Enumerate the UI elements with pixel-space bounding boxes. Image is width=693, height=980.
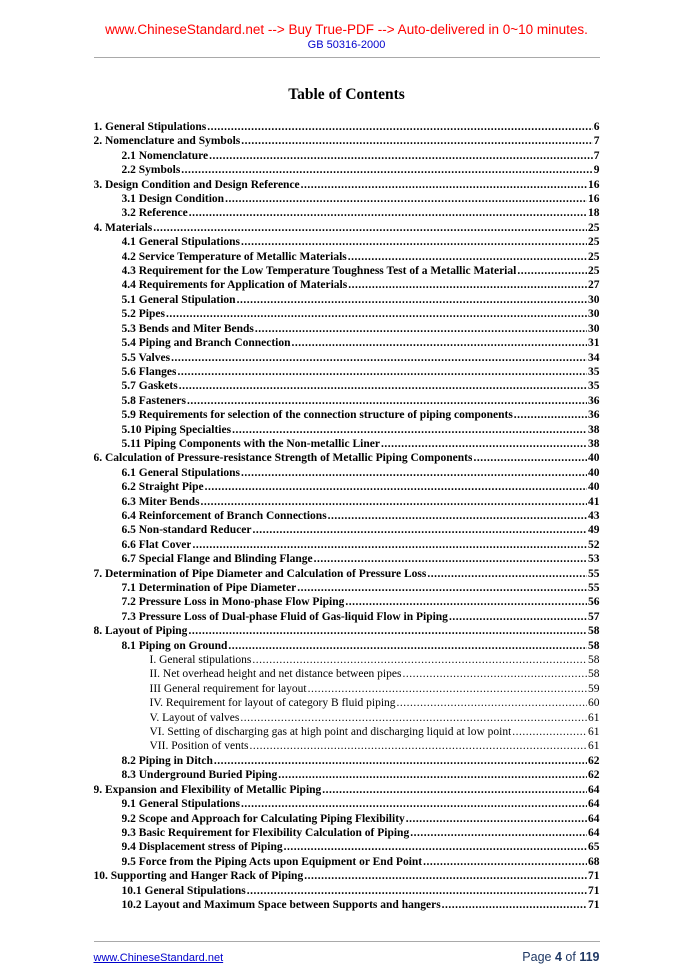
toc-page-number: 61 bbox=[588, 726, 600, 739]
toc-entry bbox=[94, 639, 600, 653]
toc-entry-title: 5.3 Bends and Miter Bends bbox=[121, 322, 254, 335]
toc-entry-title: 6.4 Reinforcement of Branch Connections bbox=[121, 509, 327, 522]
toc-page-number: 58 bbox=[588, 625, 600, 638]
toc-entry-title: 3.1 Design Condition bbox=[121, 193, 225, 206]
toc-entry bbox=[94, 739, 600, 753]
toc-entry bbox=[94, 538, 600, 552]
toc-dot-leader bbox=[348, 278, 587, 292]
toc-dot-leader bbox=[228, 639, 587, 653]
toc-dot-leader bbox=[514, 408, 587, 422]
toc-page-number: 56 bbox=[588, 596, 600, 609]
toc-page-number: 71 bbox=[588, 870, 600, 883]
toc-entry bbox=[94, 768, 600, 782]
toc-entry-title: 4.3 Requirement for the Low Temperature Toughness Test of a Metallic Material bbox=[121, 265, 517, 278]
toc-page-number: 65 bbox=[588, 841, 600, 854]
toc-entry bbox=[94, 423, 600, 437]
toc-entry bbox=[94, 120, 600, 134]
toc-page-number: 25 bbox=[588, 250, 600, 263]
toc-entry-title: 9.3 Basic Requirement for Flexibility Calculation of Piping bbox=[121, 826, 410, 839]
toc-page-number: 34 bbox=[588, 351, 600, 364]
toc-entry bbox=[94, 855, 600, 869]
toc-entry bbox=[94, 178, 600, 192]
toc-entry bbox=[94, 480, 600, 494]
toc-entry-title: 2. Nomenclature and Symbols bbox=[93, 135, 241, 148]
toc-entry bbox=[94, 235, 600, 249]
toc-dot-leader bbox=[192, 538, 587, 552]
toc-entry-title: 6.7 Special Flange and Blinding Flange bbox=[121, 553, 313, 566]
toc-page-number: 68 bbox=[588, 855, 600, 868]
toc-page-number: 16 bbox=[588, 178, 600, 191]
header-divider bbox=[94, 57, 600, 58]
toc-dot-leader bbox=[237, 293, 587, 307]
toc-entry-title: 9.5 Force from the Piping Acts upon Equipment or End Point bbox=[121, 855, 423, 868]
toc-entry-title: 6.3 Miter Bends bbox=[121, 495, 200, 508]
page-total: 119 bbox=[579, 950, 600, 964]
toc-entry-title: 10. Supporting and Hanger Rack of Piping bbox=[93, 870, 304, 883]
toc-entry bbox=[94, 437, 600, 451]
toc-entry-title: 4.4 Requirements for Application of Materials bbox=[121, 279, 348, 292]
toc-entry-title: 8. Layout of Piping bbox=[93, 625, 188, 638]
page-current: 4 bbox=[554, 950, 562, 964]
toc-entry-title: 3. Design Condition and Design Reference bbox=[93, 178, 300, 191]
toc-entry-title: 9.1 General Stipulations bbox=[121, 798, 241, 811]
toc-page-number: 53 bbox=[588, 553, 600, 566]
toc-entry-title: 5.10 Piping Specialties bbox=[121, 423, 232, 436]
toc-entry bbox=[94, 495, 600, 509]
toc-entry-title: 6.1 General Stipulations bbox=[121, 466, 241, 479]
toc-entry-title: 5.4 Piping and Branch Connection bbox=[121, 337, 291, 350]
toc-entry bbox=[94, 264, 600, 278]
page-indicator bbox=[522, 950, 599, 964]
toc-page-number: 58 bbox=[588, 668, 600, 681]
toc-list bbox=[94, 120, 600, 912]
toc-page-number: 35 bbox=[588, 380, 600, 393]
toc-entry bbox=[94, 682, 600, 696]
toc-entry bbox=[94, 523, 600, 537]
toc-entry-title: 5.5 Valves bbox=[121, 351, 171, 364]
toc-page-number: 30 bbox=[588, 308, 600, 321]
toc-entry-title: 7.1 Determination of Pipe Diameter bbox=[121, 582, 297, 594]
toc-dot-leader bbox=[241, 797, 587, 811]
toc-page-number: 30 bbox=[588, 293, 600, 306]
toc-dot-leader bbox=[345, 595, 587, 609]
toc-dot-leader bbox=[297, 581, 587, 595]
toc-dot-leader bbox=[314, 552, 587, 566]
toc-dot-leader bbox=[292, 336, 587, 350]
toc-entry bbox=[94, 163, 600, 177]
toc-page-number: 40 bbox=[588, 481, 600, 494]
toc-dot-leader bbox=[179, 379, 587, 393]
toc-dot-leader bbox=[322, 783, 587, 797]
toc-entry-title: 2.1 Nomenclature bbox=[121, 149, 209, 162]
toc-entry-title: 5.7 Gaskets bbox=[121, 380, 178, 393]
toc-entry bbox=[94, 667, 600, 681]
page-content bbox=[94, 0, 600, 912]
toc-page-number: 25 bbox=[588, 221, 600, 234]
toc-entry bbox=[94, 394, 600, 408]
toc-page-number: 30 bbox=[588, 322, 600, 335]
toc-page-number: 41 bbox=[588, 495, 600, 508]
toc-entry-title: 6.6 Flat Cover bbox=[121, 538, 192, 551]
toc-page-number: 25 bbox=[588, 265, 600, 278]
toc-dot-leader bbox=[166, 307, 587, 321]
toc-page-number: 71 bbox=[588, 884, 600, 897]
toc-dot-leader bbox=[214, 754, 587, 768]
toc-page-number: 59 bbox=[588, 682, 600, 695]
toc-dot-leader bbox=[449, 610, 587, 624]
toc-page-number: 43 bbox=[588, 509, 600, 522]
toc-page-number: 71 bbox=[588, 898, 600, 911]
toc-entry bbox=[94, 898, 600, 912]
toc-dot-leader bbox=[241, 466, 587, 480]
toc-entry bbox=[94, 783, 600, 797]
toc-dot-leader bbox=[247, 884, 587, 898]
toc-page-number: 38 bbox=[588, 437, 600, 450]
toc-entry bbox=[94, 451, 600, 465]
of-word: of bbox=[565, 950, 576, 964]
toc-dot-leader bbox=[189, 206, 587, 220]
toc-page-number: 38 bbox=[588, 423, 600, 436]
page-title: Table of Contents bbox=[288, 86, 405, 103]
toc-dot-leader bbox=[205, 480, 587, 494]
toc-entry bbox=[94, 610, 600, 624]
toc-entry bbox=[94, 653, 600, 667]
toc-dot-leader bbox=[255, 322, 587, 336]
toc-page-number: 16 bbox=[588, 193, 600, 206]
toc-entry-title: 1. General Stipulations bbox=[93, 121, 207, 133]
toc-dot-leader bbox=[410, 826, 587, 840]
toc-entry bbox=[94, 812, 600, 826]
toc-page-number: 58 bbox=[588, 654, 600, 667]
toc-entry bbox=[94, 307, 600, 321]
toc-entry bbox=[94, 322, 600, 336]
toc-entry-title: IV. Requirement for layout of category B fluid piping bbox=[149, 697, 396, 710]
toc-page-number: 57 bbox=[588, 610, 600, 623]
toc-page-number: 6 bbox=[593, 121, 600, 133]
toc-entry bbox=[94, 581, 600, 595]
toc-page-number: 40 bbox=[588, 466, 600, 479]
toc-page-number: 55 bbox=[588, 582, 600, 594]
toc-entry bbox=[94, 365, 600, 379]
toc-dot-leader bbox=[187, 394, 587, 408]
toc-entry-title: 5.2 Pipes bbox=[121, 308, 165, 321]
toc-dot-leader bbox=[201, 495, 587, 509]
toc-entry bbox=[94, 826, 600, 840]
toc-page-number: 27 bbox=[588, 279, 600, 292]
toc-dot-leader bbox=[240, 711, 587, 725]
toc-page-number: 61 bbox=[588, 711, 600, 724]
toc-page-number: 64 bbox=[588, 783, 600, 796]
toc-page-number: 25 bbox=[588, 236, 600, 249]
toc-entry bbox=[94, 351, 600, 365]
toc-entry bbox=[94, 134, 600, 148]
toc-entry-title: 6. Calculation of Pressure-resistance Strength of Metallic Piping Components bbox=[93, 452, 473, 465]
toc-entry bbox=[94, 250, 600, 264]
toc-entry-title: II. Net overhead height and net distance between pipes bbox=[149, 668, 402, 681]
toc-dot-leader bbox=[241, 134, 593, 148]
toc-entry bbox=[94, 624, 600, 638]
toc-dot-leader bbox=[207, 120, 592, 134]
toc-dot-leader bbox=[252, 653, 587, 667]
toc-dot-leader bbox=[171, 351, 587, 365]
toc-dot-leader bbox=[517, 264, 587, 278]
toc-dot-leader bbox=[473, 451, 587, 465]
toc-page-number: 58 bbox=[588, 639, 600, 652]
toc-entry-title: 9.2 Scope and Approach for Calculating Piping Flexibility bbox=[121, 812, 405, 825]
toc-entry bbox=[94, 840, 600, 854]
toc-entry-title: 8.1 Piping on Ground bbox=[121, 639, 228, 652]
toc-entry-title: V. Layout of valves bbox=[149, 711, 240, 724]
toc-dot-leader bbox=[250, 739, 587, 753]
toc-entry bbox=[94, 797, 600, 811]
toc-dot-leader bbox=[225, 192, 587, 206]
toc-entry bbox=[94, 509, 600, 523]
toc-entry-title: 8.3 Underground Buried Piping bbox=[121, 769, 278, 782]
toc-dot-leader bbox=[209, 149, 593, 163]
toc-dot-leader bbox=[397, 696, 587, 710]
toc-dot-leader bbox=[427, 567, 587, 581]
toc-dot-leader bbox=[301, 178, 587, 192]
toc-entry bbox=[94, 466, 600, 480]
toc-entry-title: 3.2 Reference bbox=[121, 207, 188, 220]
toc-page-number: 36 bbox=[588, 409, 600, 422]
toc-entry bbox=[94, 754, 600, 768]
header-banner-link[interactable]: www.ChineseStandard.net --> Buy True-PDF --> Auto-delivered in 0~10 minutes. bbox=[105, 22, 588, 37]
toc-page-number: 55 bbox=[588, 567, 600, 580]
toc-entry-title: 5.8 Fasteners bbox=[121, 394, 187, 407]
footer-divider bbox=[94, 941, 600, 942]
toc-page-number: 60 bbox=[588, 697, 600, 710]
toc-entry-title: 10.2 Layout and Maximum Space between Supports and hangers bbox=[121, 898, 441, 911]
toc-dot-leader bbox=[188, 624, 587, 638]
toc-page-number: 7 bbox=[593, 149, 600, 162]
toc-dot-leader bbox=[381, 437, 587, 451]
toc-entry bbox=[94, 567, 600, 581]
toc-entry-title: 7.2 Pressure Loss in Mono-phase Flow Piping bbox=[121, 596, 345, 609]
footer-site-link[interactable]: www.ChineseStandard.net bbox=[93, 952, 224, 964]
toc-entry-title: VI. Setting of discharging gas at high point and discharging liquid at low point bbox=[149, 726, 512, 739]
toc-entry bbox=[94, 696, 600, 710]
toc-page-number: 61 bbox=[588, 740, 600, 753]
toc-entry bbox=[94, 221, 600, 235]
toc-entry bbox=[94, 711, 600, 725]
toc-page-number: 64 bbox=[588, 826, 600, 839]
toc-entry bbox=[94, 278, 600, 292]
toc-dot-leader bbox=[181, 163, 592, 177]
toc-entry-title: 9. Expansion and Flexibility of Metallic Piping bbox=[93, 783, 322, 796]
toc-entry-title: 4.2 Service Temperature of Metallic Materials bbox=[121, 250, 347, 263]
toc-entry bbox=[94, 408, 600, 422]
toc-dot-leader bbox=[284, 840, 587, 854]
toc-entry-title: 8.2 Piping in Ditch bbox=[121, 754, 213, 767]
toc-dot-leader bbox=[308, 682, 587, 696]
toc-entry bbox=[94, 595, 600, 609]
toc-entry bbox=[94, 725, 600, 739]
toc-entry bbox=[94, 552, 600, 566]
toc-dot-leader bbox=[406, 812, 587, 826]
toc-dot-leader bbox=[348, 250, 587, 264]
toc-entry-title: 5.11 Piping Components with the Non-metallic Liner bbox=[121, 437, 380, 450]
toc-entry-title: 7.3 Pressure Loss of Dual-phase Fluid of Gas-liquid Flow in Piping bbox=[121, 610, 448, 623]
toc-entry-title: I. General stipulations bbox=[149, 654, 252, 667]
toc-page-number: 49 bbox=[588, 524, 600, 537]
toc-entry-title: III General requirement for layout bbox=[149, 682, 307, 695]
toc-page-number: 31 bbox=[588, 337, 600, 350]
toc-entry-title: 10.1 General Stipulations bbox=[121, 884, 246, 897]
toc-page-number: 40 bbox=[588, 452, 600, 465]
toc-entry-title: 2.2 Symbols bbox=[121, 164, 181, 177]
toc-page-number: 9 bbox=[593, 164, 600, 177]
toc-entry-title: 5.6 Flanges bbox=[121, 365, 177, 378]
toc-page-number: 36 bbox=[588, 394, 600, 407]
toc-page-number: 35 bbox=[588, 365, 600, 378]
toc-dot-leader bbox=[304, 869, 587, 883]
toc-dot-leader bbox=[442, 898, 587, 912]
toc-dot-leader bbox=[278, 768, 587, 782]
toc-entry-title: 4. Materials bbox=[93, 221, 153, 234]
toc-page-number: 62 bbox=[588, 754, 600, 767]
toc-entry-title: 9.4 Displacement stress of Piping bbox=[121, 841, 283, 854]
toc-page-number: 52 bbox=[588, 538, 600, 551]
toc-entry bbox=[94, 379, 600, 393]
toc-entry bbox=[94, 192, 600, 206]
toc-page-number: 18 bbox=[588, 207, 600, 220]
toc-entry bbox=[94, 206, 600, 220]
toc-entry bbox=[94, 149, 600, 163]
toc-page-number: 62 bbox=[588, 769, 600, 782]
toc-entry-title: 5.1 General Stipulation bbox=[121, 293, 236, 306]
toc-dot-leader bbox=[153, 221, 587, 235]
toc-entry bbox=[94, 869, 600, 883]
toc-entry bbox=[94, 293, 600, 307]
toc-dot-leader bbox=[328, 509, 587, 523]
toc-entry-title: VII. Position of vents bbox=[149, 740, 249, 753]
toc-dot-leader bbox=[253, 523, 587, 537]
standard-code: GB 50316-2000 bbox=[307, 39, 386, 51]
toc-entry-title: 6.5 Non-standard Reducer bbox=[121, 524, 252, 537]
toc-entry-title: 7. Determination of Pipe Diameter and Calculation of Pressure Loss bbox=[93, 567, 427, 580]
toc-entry bbox=[94, 336, 600, 350]
toc-entry-title: 5.9 Requirements for selection of the connection structure of piping components bbox=[121, 409, 513, 422]
page-word: Page bbox=[522, 950, 552, 964]
toc-dot-leader bbox=[177, 365, 587, 379]
toc-dot-leader bbox=[402, 667, 587, 681]
toc-dot-leader bbox=[241, 235, 587, 249]
page-footer bbox=[94, 941, 600, 964]
toc-entry-title: 4.1 General Stipulations bbox=[121, 236, 241, 249]
toc-dot-leader bbox=[512, 725, 587, 739]
toc-dot-leader bbox=[423, 855, 587, 869]
toc-dot-leader bbox=[232, 423, 587, 437]
toc-page-number: 64 bbox=[588, 798, 600, 811]
toc-entry bbox=[94, 884, 600, 898]
toc-page-number: 7 bbox=[593, 135, 600, 148]
toc-entry-title: 6.2 Straight Pipe bbox=[121, 481, 204, 494]
toc-page-number: 64 bbox=[588, 812, 600, 825]
